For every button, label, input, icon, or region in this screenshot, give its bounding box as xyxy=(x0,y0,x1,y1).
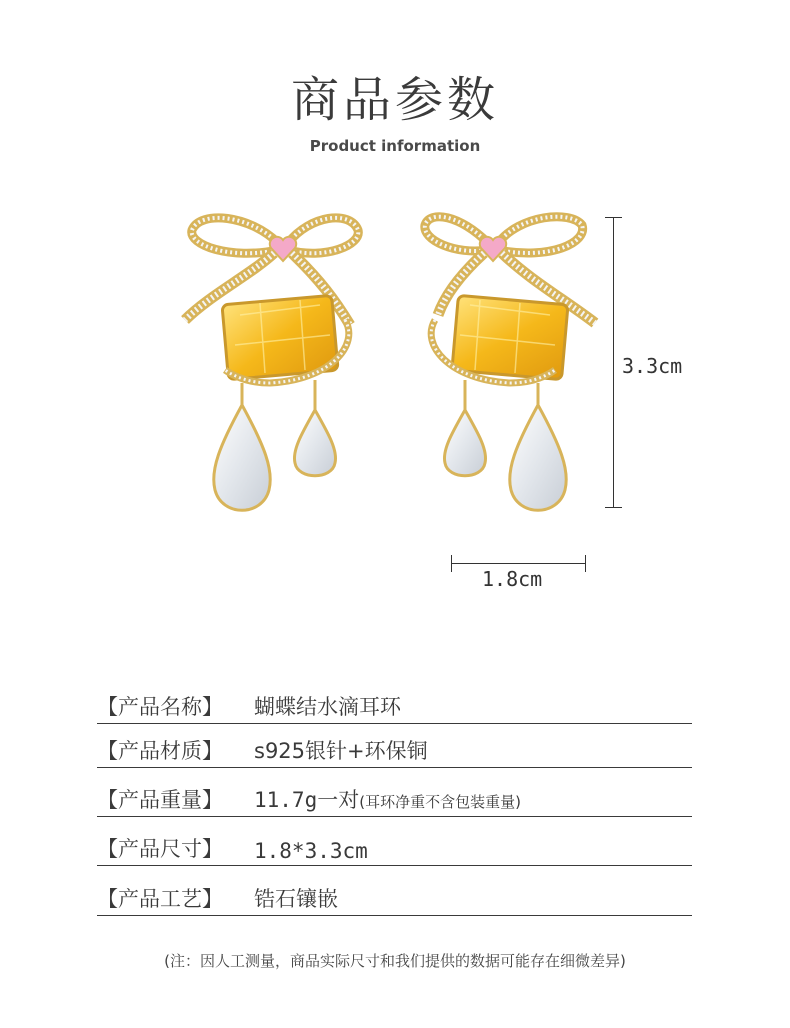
earrings-image xyxy=(170,205,610,535)
width-dimension-label: 1.8cm xyxy=(482,567,543,591)
spec-value: 锆石镶嵌 xyxy=(254,887,338,911)
spec-label: 【产品尺寸】 xyxy=(97,837,223,861)
spec-label: 【产品材质】 xyxy=(97,739,223,763)
spec-row-name xyxy=(97,683,692,724)
width-dimension-cap-left xyxy=(451,555,452,572)
height-dimension-label: 3.3cm xyxy=(622,354,683,378)
spec-row-size xyxy=(97,825,692,866)
spec-value-note: (耳环净重不含包装重量) xyxy=(359,793,521,811)
left-earring xyxy=(185,218,358,510)
spec-label: 【产品名称】 xyxy=(97,695,223,719)
height-dimension-cap-bottom xyxy=(605,507,622,508)
page-subtitle: Product information xyxy=(309,137,481,155)
spec-value: s925银针+环保铜 xyxy=(254,739,428,763)
page-title: 商品参数 xyxy=(290,72,499,128)
measurement-note: (注：因人工测量，商品实际尺寸和我们提供的数据可能存在细微差异) xyxy=(164,952,626,970)
spec-value: 11.7g一对 xyxy=(254,788,360,812)
width-dimension-cap-right xyxy=(585,555,586,572)
spec-value: 蝴蝶结水滴耳环 xyxy=(254,695,401,719)
spec-value: 1.8*3.3cm xyxy=(254,839,368,863)
spec-label: 【产品重量】 xyxy=(97,788,223,812)
width-dimension-line xyxy=(451,563,585,564)
right-earring xyxy=(425,217,595,511)
spec-row-craft xyxy=(97,875,692,916)
spec-value-group xyxy=(254,784,521,814)
height-dimension-line xyxy=(613,217,614,508)
height-dimension-cap-top xyxy=(605,217,622,218)
spec-row-weight xyxy=(97,776,692,817)
spec-row-material xyxy=(97,727,692,768)
spec-label: 【产品工艺】 xyxy=(97,887,223,911)
